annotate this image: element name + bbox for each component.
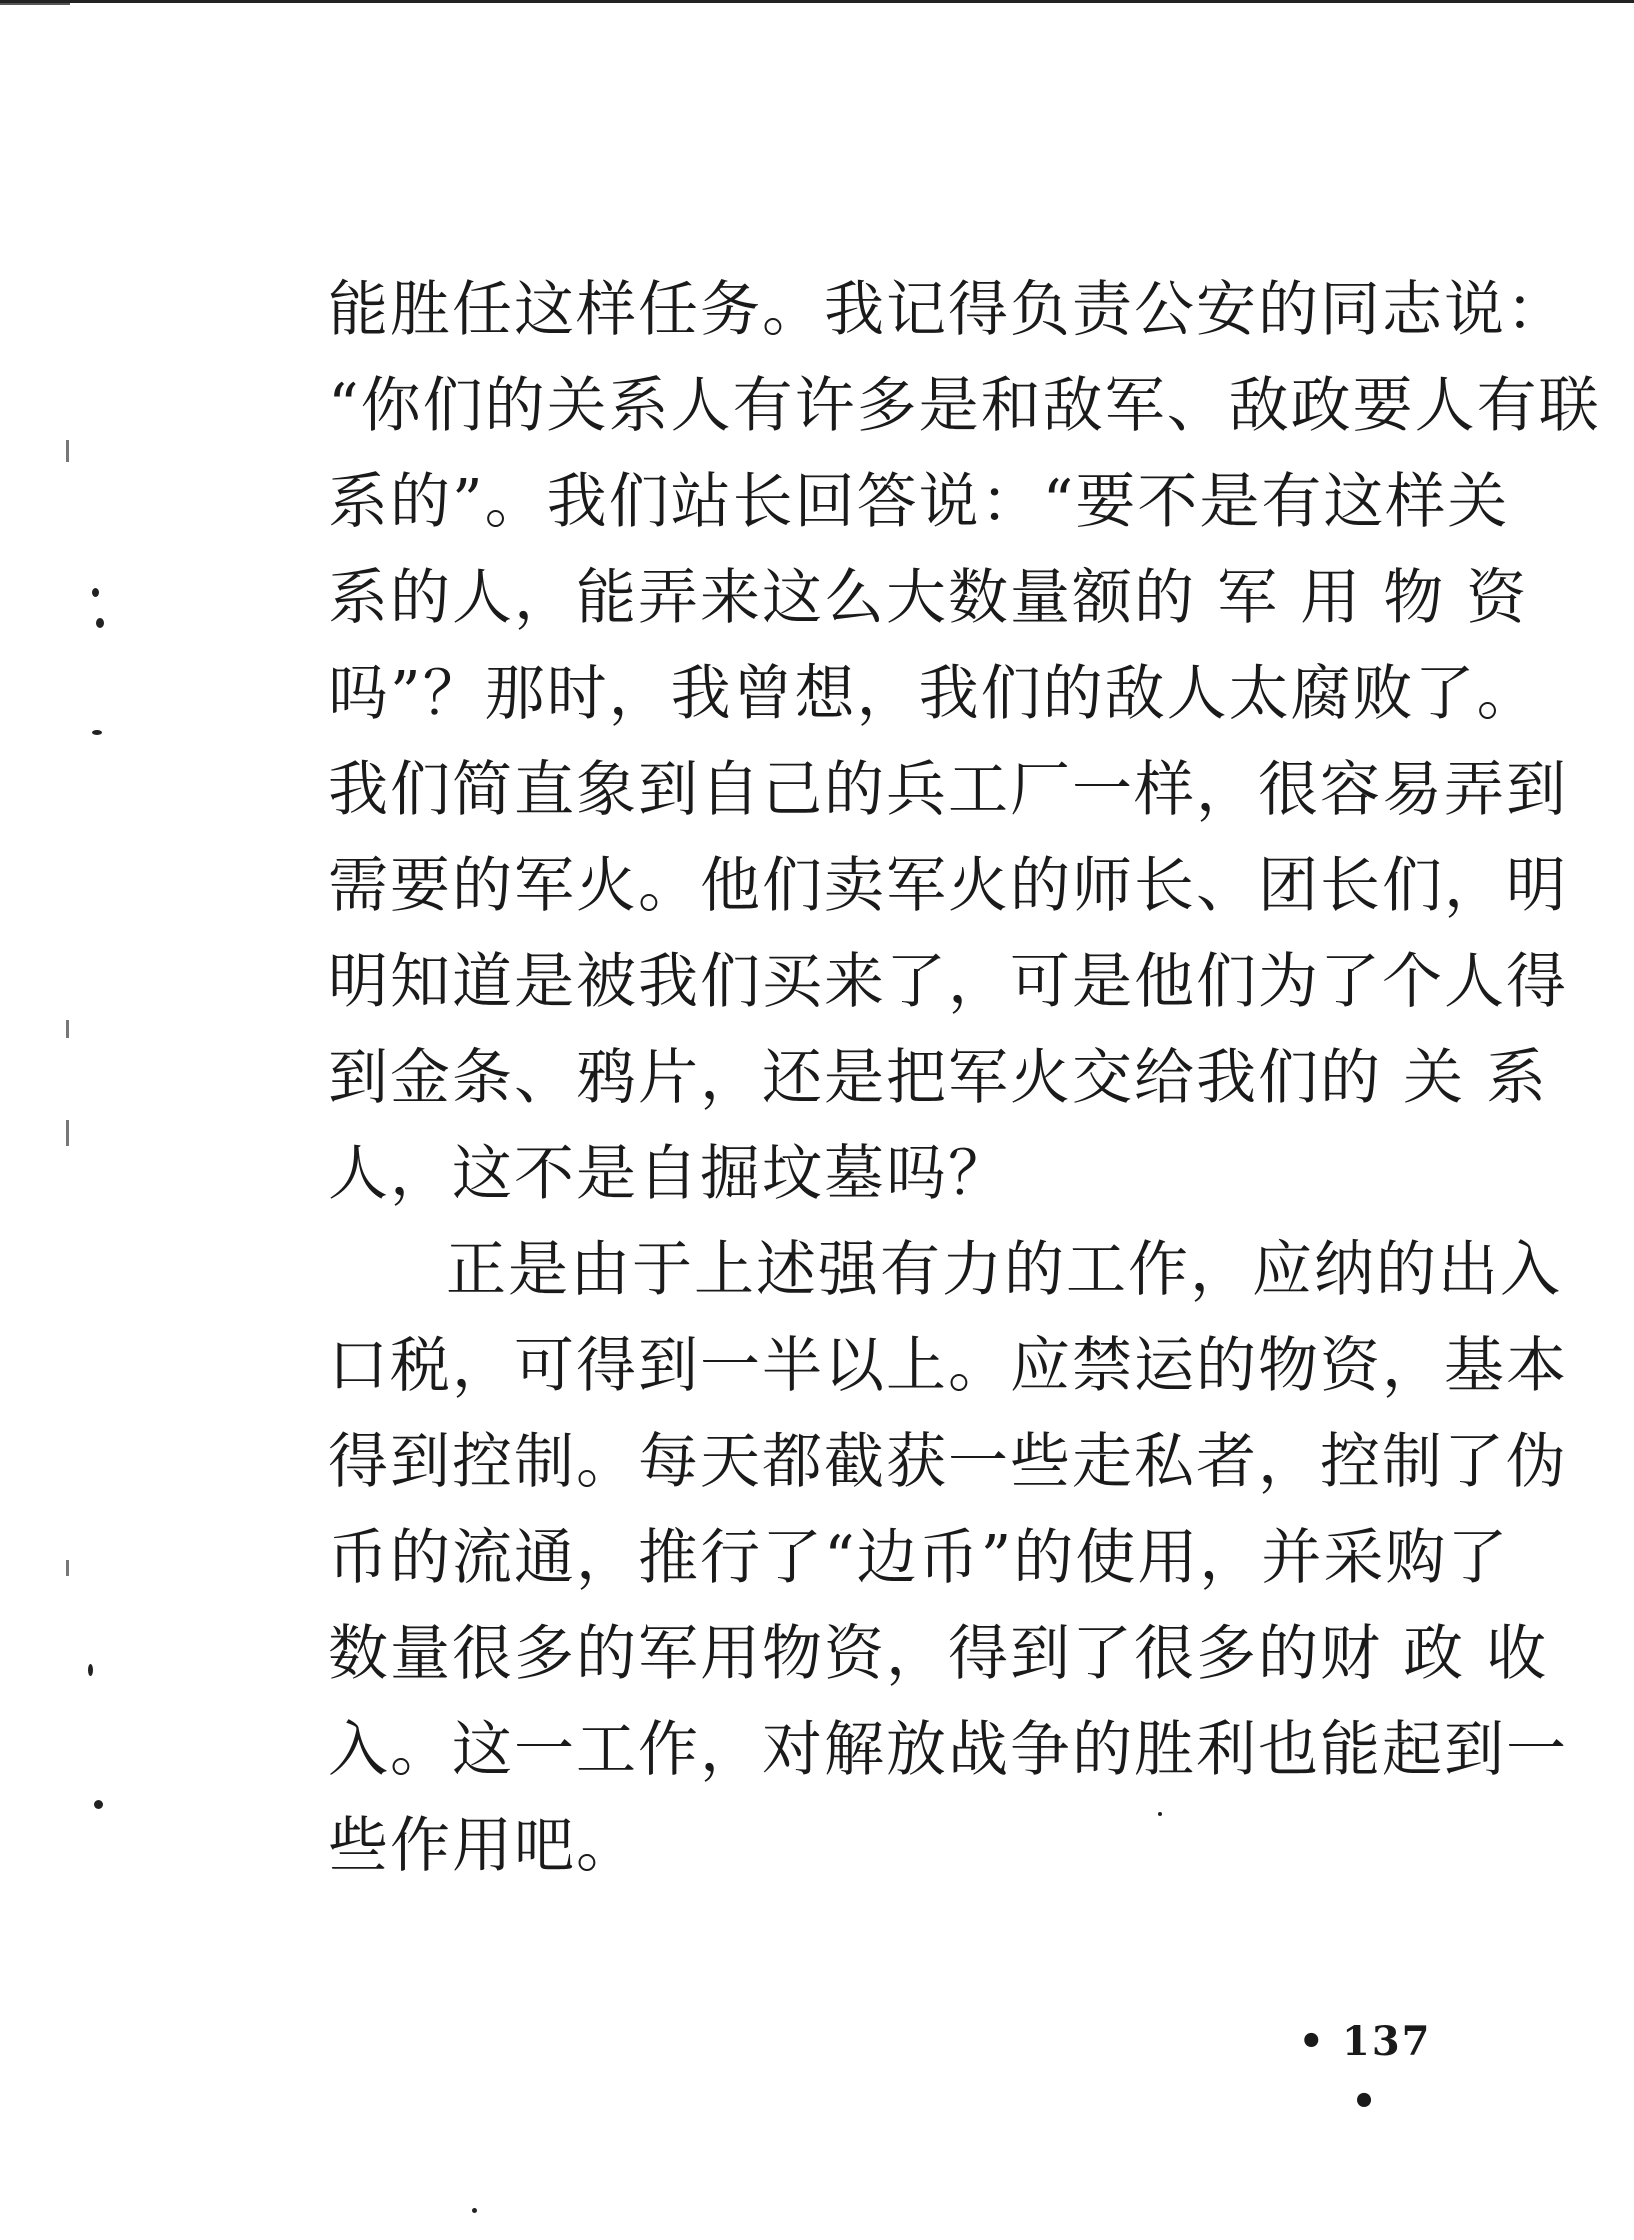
text-line: “你们的关系人有许多是和敌军、敌政要人有联 — [328, 371, 1601, 441]
text-line: 系的人，能弄来这么大数量额的 军 用 物 资 — [328, 563, 1529, 633]
scan-speck — [92, 588, 99, 597]
text-line: 人，这不是自掘坟墓吗？ — [328, 1139, 1010, 1209]
text-line: 能胜任这样任务。我记得负责公安的同志说： — [328, 275, 1568, 345]
text-line: 吗”？那时，我曾想，我们的敌人太腐败了。 — [328, 659, 1539, 729]
text-line: 我们简直象到自己的兵工厂一样，很容易弄到 — [328, 755, 1568, 825]
scan-speck — [472, 2208, 477, 2213]
text-line: 些作用吧。 — [328, 1811, 638, 1881]
top-edge-tick — [0, 3, 70, 5]
text-line: 数量很多的军用物资，得到了很多的财 政 收 — [328, 1619, 1549, 1689]
scan-line — [66, 1120, 69, 1146]
body-text — [328, 262, 1601, 1894]
top-edge-rule — [0, 0, 1634, 3]
scan-line — [66, 1560, 69, 1576]
page-number: • 137 • — [1298, 2018, 1432, 2125]
text-line: 需要的军火。他们卖军火的师长、团长们，明 — [328, 851, 1568, 921]
text-line: 入。这一工作，对解放战争的胜利也能起到一 — [328, 1715, 1568, 1785]
paragraph-start-line: 正是由于上述强有力的工作，应纳的出入 — [446, 1235, 1562, 1305]
text-line: 明知道是被我们买来了，可是他们为了个人得 — [328, 947, 1568, 1017]
scan-speck — [88, 1664, 93, 1676]
scan-speck — [92, 730, 102, 735]
text-line: 到金条、鸦片，还是把军火交给我们的 关 系 — [328, 1043, 1549, 1113]
text-line: 得到控制。每天都截获一些走私者，控制了伪 — [328, 1427, 1568, 1497]
text-line: 系的”。我们站长回答说：“要不是有这样关 — [328, 467, 1510, 537]
scan-speck — [96, 618, 104, 628]
text-line: 币的流通，推行了“边币”的使用，并采购了 — [328, 1523, 1510, 1593]
text-line: 口税，可得到一半以上。应禁运的物资，基本 — [328, 1331, 1568, 1401]
scan-line — [66, 440, 69, 462]
scan-line — [66, 1020, 69, 1038]
scan-speck — [94, 1800, 103, 1809]
